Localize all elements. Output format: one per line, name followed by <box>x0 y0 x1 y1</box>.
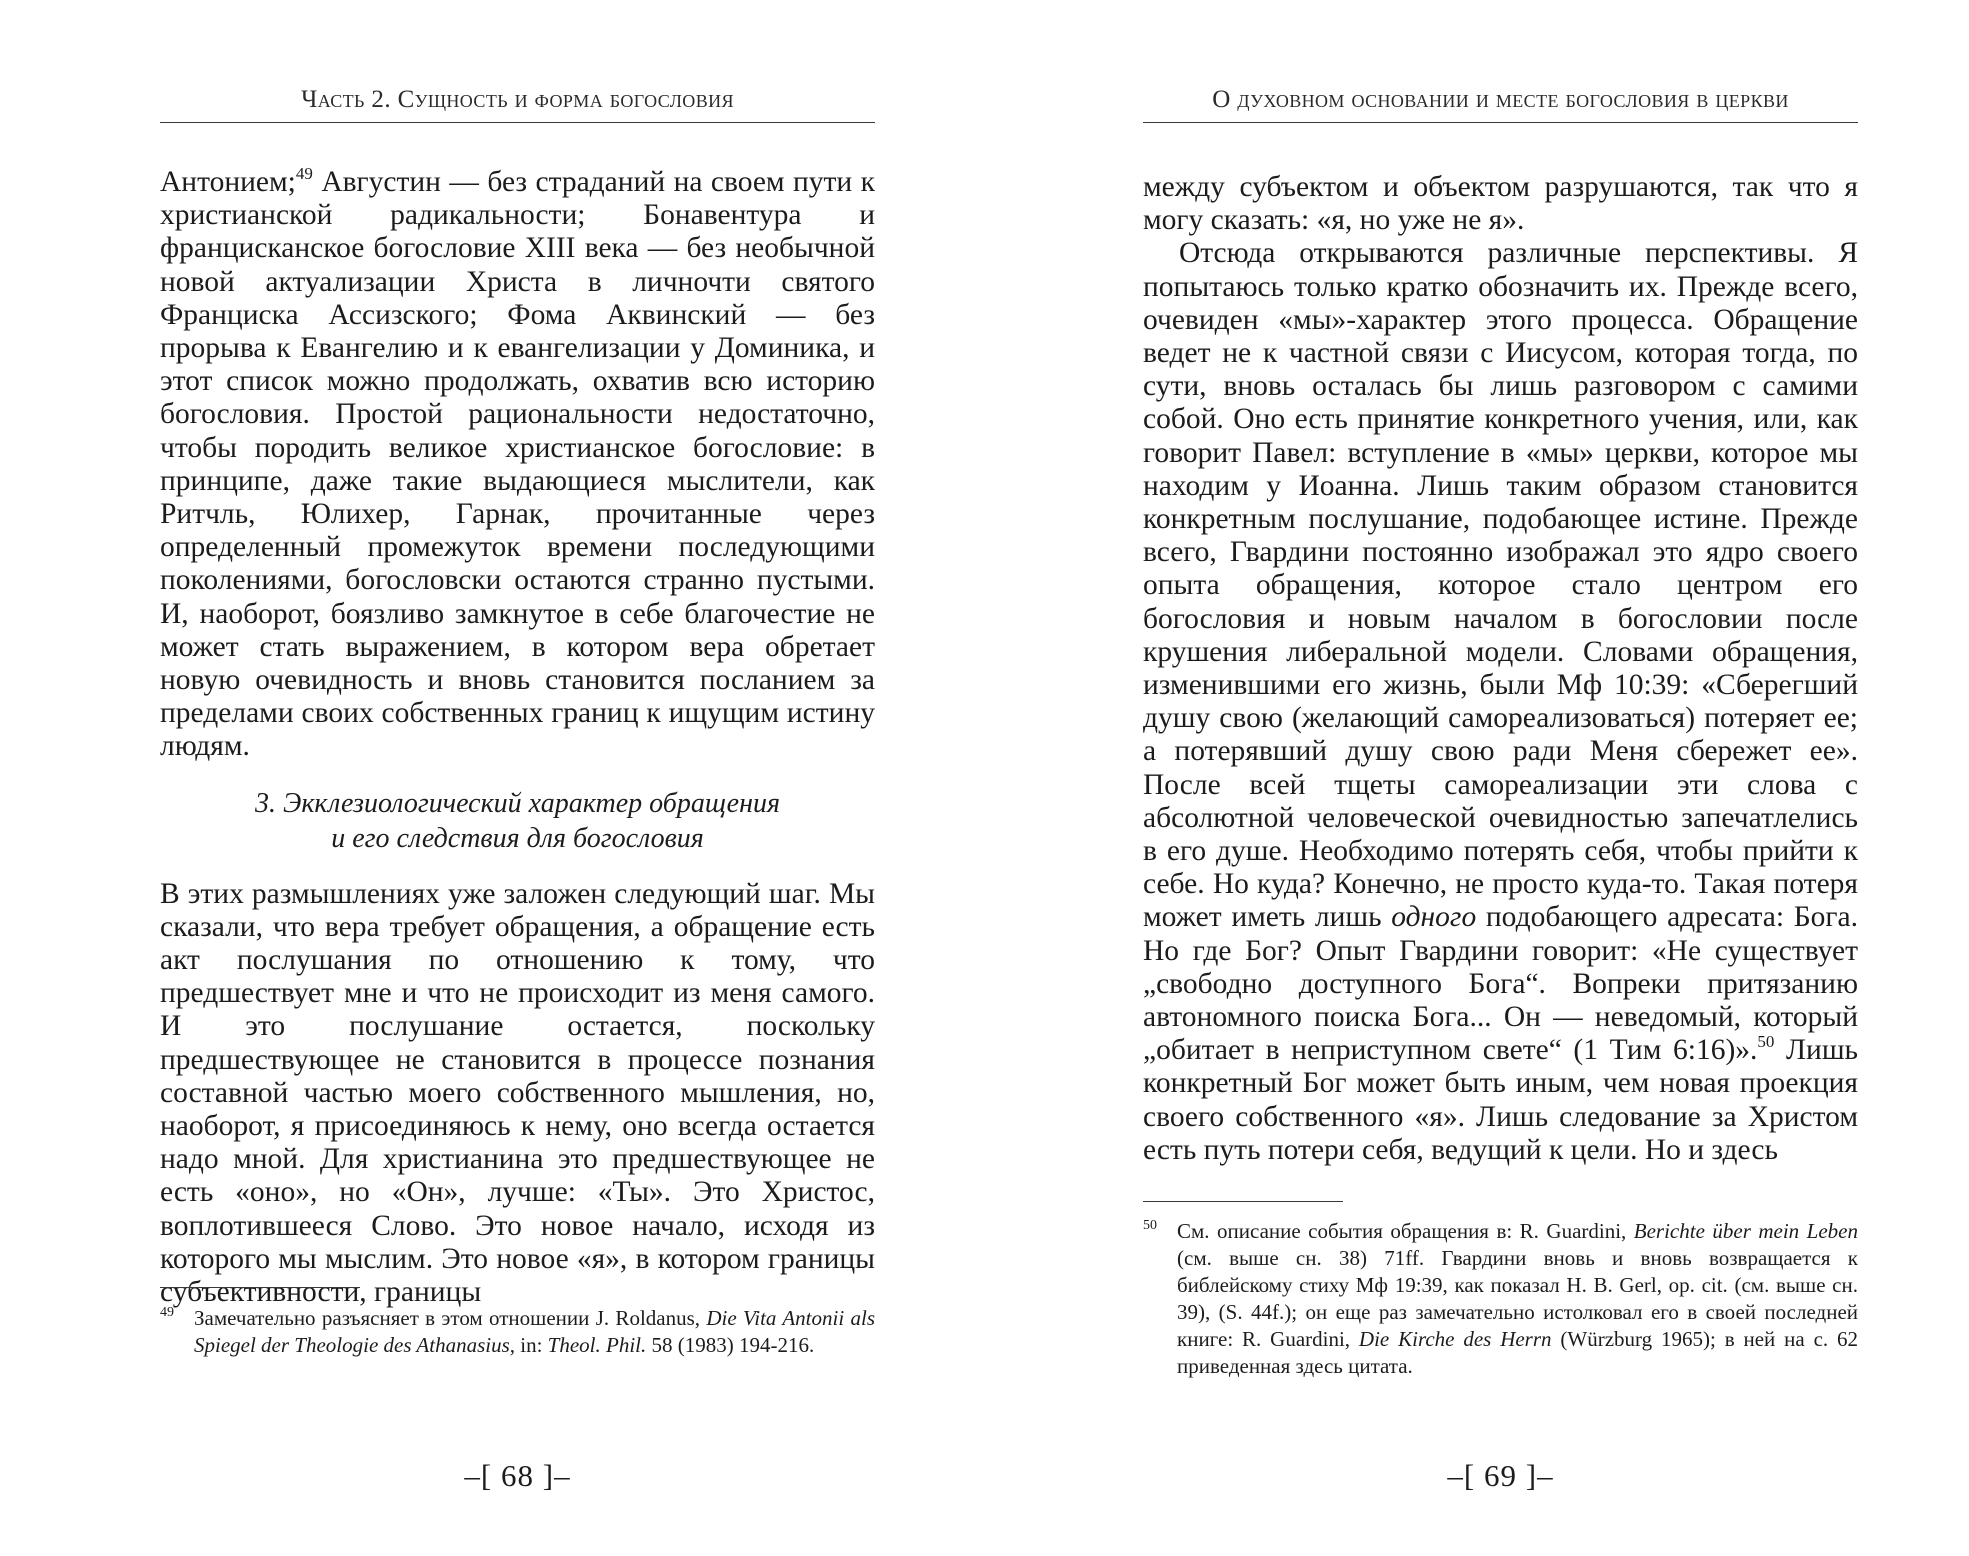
right-body-text <box>1143 171 1858 1167</box>
right-paragraph-2 <box>1143 237 1858 1167</box>
right-par2-part-2: подобающего адресата: Бога. Но где Бог? Опыт Гвардини говорит: «Не существует „свободно доступного Бога“. Вопреки притязанию автономного поиска Бога... Он — неведомый, который „обитает в неприступном свете“ (1 Тим 6:16)». <box>1143 901 1859 1067</box>
left-footnote-rule <box>160 1287 360 1288</box>
left-page <box>160 0 875 1556</box>
footnote-50-part-1: См. описание события обращения в: R. Guardini, <box>1177 1219 1634 1243</box>
footnote-50-text <box>1177 1218 1858 1380</box>
section-heading <box>160 786 875 856</box>
right-running-head: О духовном основании и месте богословия в церкви <box>1212 86 1789 113</box>
section-heading-line-1: 3. Экклезиологический характер обращения <box>254 787 780 819</box>
left-par1-start: Антонием; <box>160 166 296 198</box>
left-par1-rest: Августин — без страданий на своем пути к христианской радикальности; Бонавентура и францисканское богословие XIII века — без необычной новой актуализации Христа в личночти святого Франциска Ассизского; Фома Аквинский — без прорыва к Евангелию и к евангелизации у Доминика, и этот список можно продолжать, охватив всю историю богословия. Простой рациональности недостаточно, чтобы породить великое христианское богословие: в принципе, даже такие выдающиеся мыслители, как Ритчль, Юлихер, Гарнак, прочитанные через определенный промежуток времени последующими поколениями, богословски остаются странно пустыми. И, наоборот, боязливо замкнутое в себе благочестие не может стать выражением, в котором вера обретает новую очевидность и вновь становится посланием за пределами своих собственных границ к ищущим истину людям. <box>160 166 875 763</box>
right-par2-part-3: Лишь конкретный Бог может быть иным, чем новая проекция своего собственного «я». Лишь следование за Христом есть путь потери себя, ведущий к цели. Но и здесь <box>1143 1034 1858 1166</box>
footnote-49-part-3: 58 (1983) 194-216. <box>646 1333 815 1357</box>
left-running-head: Часть 2. Сущность и форма богословия <box>301 86 734 113</box>
footnote-49-journal: Theol. Phil. <box>547 1333 647 1357</box>
footnote-49-text <box>194 1305 875 1359</box>
footnote-ref-49[interactable]: 49 <box>295 164 313 183</box>
left-paragraph-2: В этих размышлениях уже заложен следующий шаг. Мы сказали, что вера требует обращения, а обращение есть акт послушания по отношению к тому, что предшествует мне и что не происходит из меня самого. И это послушание остается, поскольку предшествующее не становится в процессе познания составной частью моего собственного мышления, но, наоборот, я присоединяюсь к нему, оно всегда остается надо мной. Для христианина это предшествующее не есть «оно», но «Он», лучше: «Ты». Это Христос, воплотившееся Слово. Это новое начало, исходя из которого мы мыслим. Это новое «я», в котором границы субъективности, границы <box>160 877 875 1309</box>
footnote-ref-50[interactable]: 50 <box>1757 1032 1775 1052</box>
right-footnote-rule <box>1143 1201 1343 1202</box>
footnote-49-part-2: , in: <box>509 1333 548 1357</box>
left-head-rule <box>160 122 875 123</box>
right-head-rule <box>1143 122 1858 123</box>
left-paragraph-1 <box>160 166 875 764</box>
footnote-50-title-2: Die Kirche des Herrn <box>1358 1327 1552 1351</box>
right-paragraph-1: между субъектом и объектом разрушаются, так что я могу сказать: «я, но уже не я». <box>1143 171 1858 237</box>
right-par2-emphasis: одного <box>1391 901 1477 934</box>
footnote-49-title: Die Vita Antonii als Spiegel der Theologie des Athanasius <box>194 1306 876 1357</box>
footnote-50: $^{50}$ См. описание события обращения в: R. Guardini, Berichte über mein Leben (см. выше сн. 38) 71ff. Гвардини вновь и вновь возвращается к библейскому стиху Мф 19:39, как показал H. B. Gerl, op. cit. (см. выше сн. 39), (S. 44f.); он еще раз замечательно истолковал его в своей последней книге: R. Guardini, Die Kirche des Herrn (Würzburg 1965); в ней на с. 62 приведенная здесь цитата. <box>1143 1218 1858 1378</box>
right-page <box>1143 0 1858 1556</box>
footnote-50-part-3: (Würzburg 1965); в ней на с. 62 приведенная здесь цитата. <box>1177 1327 1858 1378</box>
footnote-50-title-1: Berichte über mein Leben <box>1633 1219 1858 1243</box>
left-page-number: –[ 68 ]– <box>464 1458 571 1493</box>
left-body-text <box>160 166 875 1309</box>
right-page-number: –[ 69 ]– <box>1447 1458 1554 1493</box>
footnote-49-part-1: Замечательно разъясняет в этом отношении J. Roldanus, <box>194 1306 707 1330</box>
right-par2-part-1: Отсюда открываются различные перспективы. Я попытаюсь только кратко обозначить их. Прежде всего, очевиден «мы»-характер этого процесса. Обращение ведет не к частной связи с Иисусом, которая тогда, по сути, вновь осталась бы лишь разговором с самими собой. Оно есть принятие конкретного учения, или, как говорит Павел: вступление в «мы» церкви, которое мы находим у Иоанна. Лишь таким образом становится конкретным послушание, подобающее истине. Прежде всего, Гвардини постоянно изображал это ядро своего опыта обращения, которое стало центром его богословия и новым началом в богословии после крушения либеральной модели. Словами обращения, изменившими его жизнь, были Мф 10:39: «Сберегший душу свою (желающий самореализоваться) потеряет ее; а потерявший душу свою ради Меня сбережет ее». После всей тщеты самореализации эти слова с абсолютной человеческой очевидностью запечатлелись в его душе. Необходимо потерять себя, чтобы прийти к себе. Но куда? Конечно, не просто куда-то. Такая потеря может иметь лишь <box>1143 237 1858 934</box>
footnote-49: $^{49}$ Замечательно разъясняет в этом отношении J. Roldanus, Die Vita Antonii als Spiegel der Theologie des Athanasius, in: Theol. Phil. 58 (1983) 194-216. <box>160 1305 876 1357</box>
footnote-50-part-2: (см. выше сн. 38) 71ff. Гвардини вновь и вновь возвращается к библейскому стиху Мф 19:39, как показал H. B. Gerl, op. cit. (см. выше сн. 39), (S. 44f.); он еще раз замечательно истолковал его в своей последней книге: R. Guardini, <box>1177 1246 1858 1351</box>
section-heading-line-2: и его следствия для богословия <box>331 822 704 854</box>
